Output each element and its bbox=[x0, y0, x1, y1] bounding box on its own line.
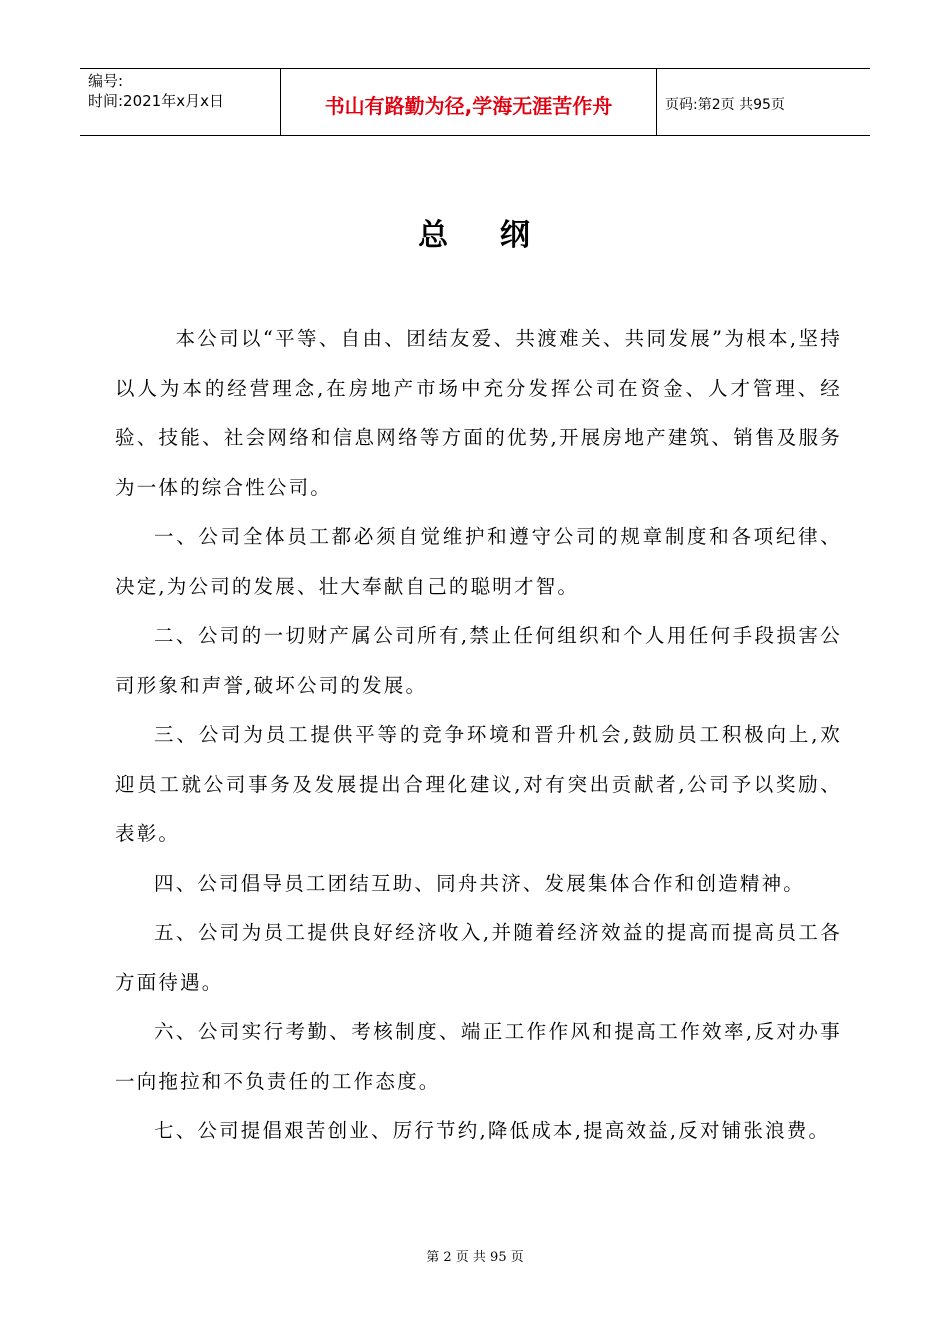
paragraph-item-6: 六、公司实行考勤、考核制度、端正工作作风和提高工作效率,反对办事一向拖拉和不负责任的工作态度。 bbox=[115, 1020, 842, 1093]
paragraph-item-2: 二、公司的一切财产属公司所有,禁止任何组织和个人用任何手段损害公司形象和声誉,破坏公司的发展。 bbox=[115, 624, 842, 697]
header-motto: 书山有路勤为径,学海无涯苦作舟 bbox=[281, 69, 657, 135]
paragraph-item-7: 七、公司提倡艰苦创业、厉行节约,降低成本,提高效益,反对铺张浪费。 bbox=[154, 1119, 831, 1142]
page-header bbox=[80, 68, 870, 136]
document-number-label: 编号: bbox=[88, 72, 124, 90]
document-title: 总 纲 bbox=[418, 218, 532, 253]
header-meta bbox=[80, 69, 281, 135]
page-footer: 第 2 页 共 95 页 bbox=[426, 1250, 524, 1265]
paragraph-item-5: 五、公司为员工提供良好经济收入,并随着经济效益的提高而提高员工各方面待遇。 bbox=[115, 921, 842, 994]
paragraph-intro: 本公司以“平等、自由、团结友爱、共渡难关、共同发展”为根本,坚持以人为本的经营理念,在房地产市场中充分发挥公司在资金、人才管理、经验、技能、社会网络和信息网络等方面的优势,开展房地产建筑、销售及服务为一体的综合性公司。 bbox=[115, 327, 842, 499]
document-body bbox=[115, 314, 842, 1156]
document-date-label: 时间:2021年x月x日 bbox=[88, 92, 224, 110]
paragraph-item-1: 一、公司全体员工都必须自觉维护和遵守公司的规章制度和各项纪律、决定,为公司的发展、壮大奉献自己的聪明才智。 bbox=[115, 525, 842, 598]
header-page-info bbox=[657, 69, 870, 135]
paragraph-item-3: 三、公司为员工提供平等的竞争环境和晋升机会,鼓励员工积极向上,欢迎员工就公司事务及发展提出合理化建议,对有突出贡献者,公司予以奖励、表彰。 bbox=[115, 723, 842, 845]
header-page-label: 页码:第2页 共95页 bbox=[665, 97, 785, 113]
paragraph-item-4: 四、公司倡导员工团结互助、同舟共济、发展集体合作和创造精神。 bbox=[154, 871, 806, 895]
